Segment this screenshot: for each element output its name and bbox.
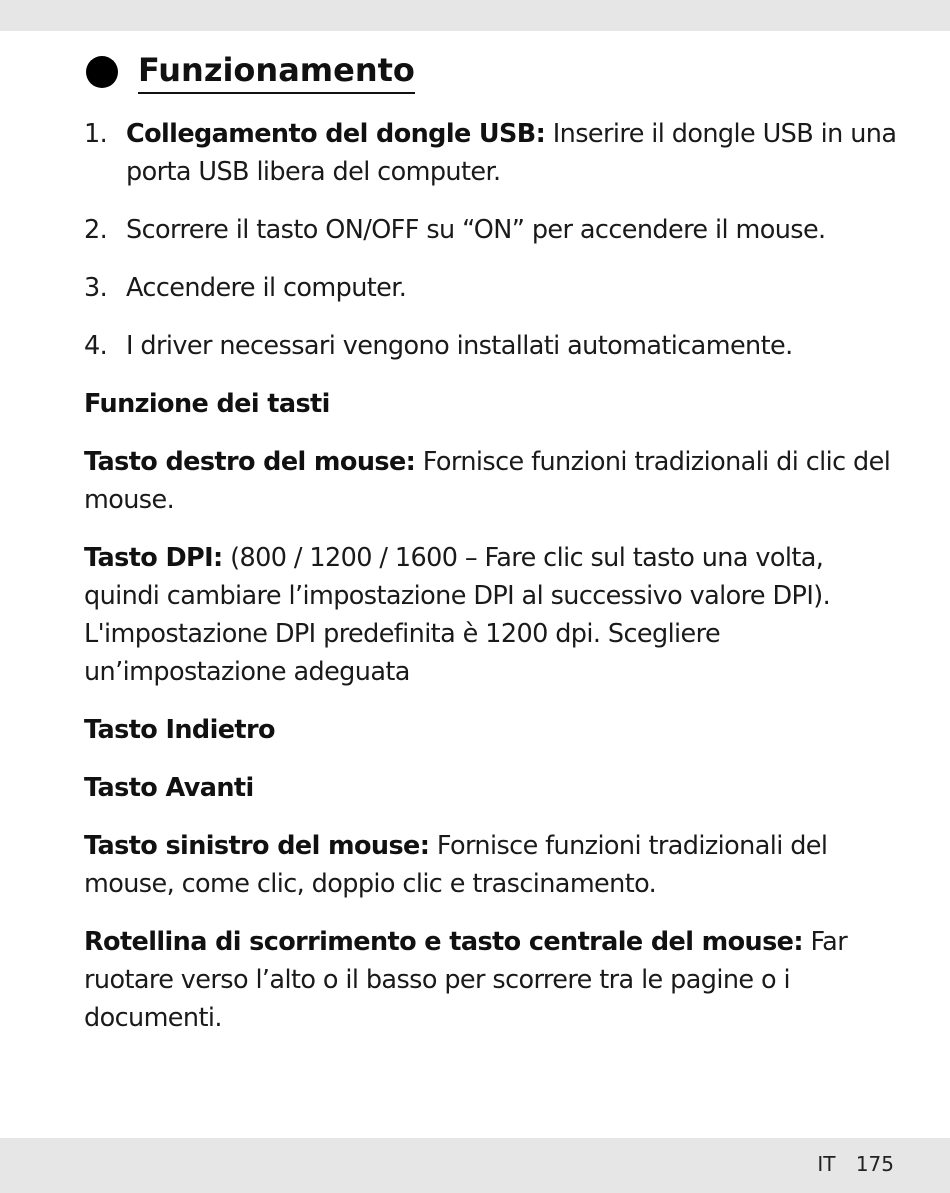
section-heading — [86, 48, 415, 96]
step-description: Inserire il dongle USB in una porta USB libera del computer. — [126, 119, 897, 187]
top-band — [0, 0, 950, 31]
heading-text: Funzionamento — [138, 50, 415, 94]
step-text — [126, 115, 904, 191]
right-button-label: Tasto destro del mouse: — [84, 447, 416, 477]
left-button-label: Tasto sinistro del mouse: — [84, 831, 430, 861]
step-description: Accendere il computer. — [126, 273, 407, 303]
page-number: 175 — [855, 1152, 894, 1176]
step-number: 1. — [84, 119, 108, 149]
step-number: 2. — [84, 215, 108, 245]
step-number: 4. — [84, 331, 108, 361]
left-button-description: Fornisce funzioni tradizionali del mouse, come clic, doppio clic e trascinamento. — [84, 831, 828, 899]
step-description: Scorrere il tasto ON/OFF su “ON” per accendere il mouse. — [126, 215, 826, 245]
buttons-subheading: Funzione dei tasti — [84, 389, 330, 419]
scroll-wheel-label: Rotellina di scorrimento e tasto centrale del mouse: — [84, 927, 803, 957]
forward-button-label: Tasto Avanti — [84, 773, 254, 803]
bottom-band — [0, 1138, 950, 1193]
dpi-button-label: Tasto DPI: — [84, 543, 223, 573]
step-description: I driver necessari vengono installati automaticamente. — [126, 331, 793, 361]
scroll-wheel-description: Far ruotare verso l’alto o il basso per scorrere tra le pagine o i documenti. — [84, 927, 848, 1033]
scroll-wheel-paragraph — [84, 923, 904, 1037]
right-button-description: Fornisce funzioni tradizionali di clic del mouse. — [84, 447, 891, 515]
step-label: Collegamento del dongle USB: — [126, 119, 546, 149]
dpi-button-description: (800 / 1200 / 1600 – Fare clic sul tasto una volta, quindi cambiare l’impostazione DPI al successivo valore DPI). L'impostazione DPI predefinita è 1200 dpi. Scegliere un’impostazione adeguata — [84, 543, 831, 687]
right-button-paragraph — [84, 443, 904, 519]
list-item — [84, 115, 904, 191]
bullet-dot-icon — [86, 56, 118, 88]
steps-list — [84, 115, 904, 365]
list-item — [84, 211, 904, 249]
left-button-paragraph — [84, 827, 904, 903]
back-button-label: Tasto Indietro — [84, 715, 275, 745]
language-code: IT — [817, 1152, 836, 1176]
list-item — [84, 327, 904, 365]
step-number: 3. — [84, 273, 108, 303]
dpi-button-paragraph — [84, 539, 904, 691]
content — [84, 115, 904, 1057]
page-footer — [817, 1149, 894, 1179]
list-item — [84, 269, 904, 307]
